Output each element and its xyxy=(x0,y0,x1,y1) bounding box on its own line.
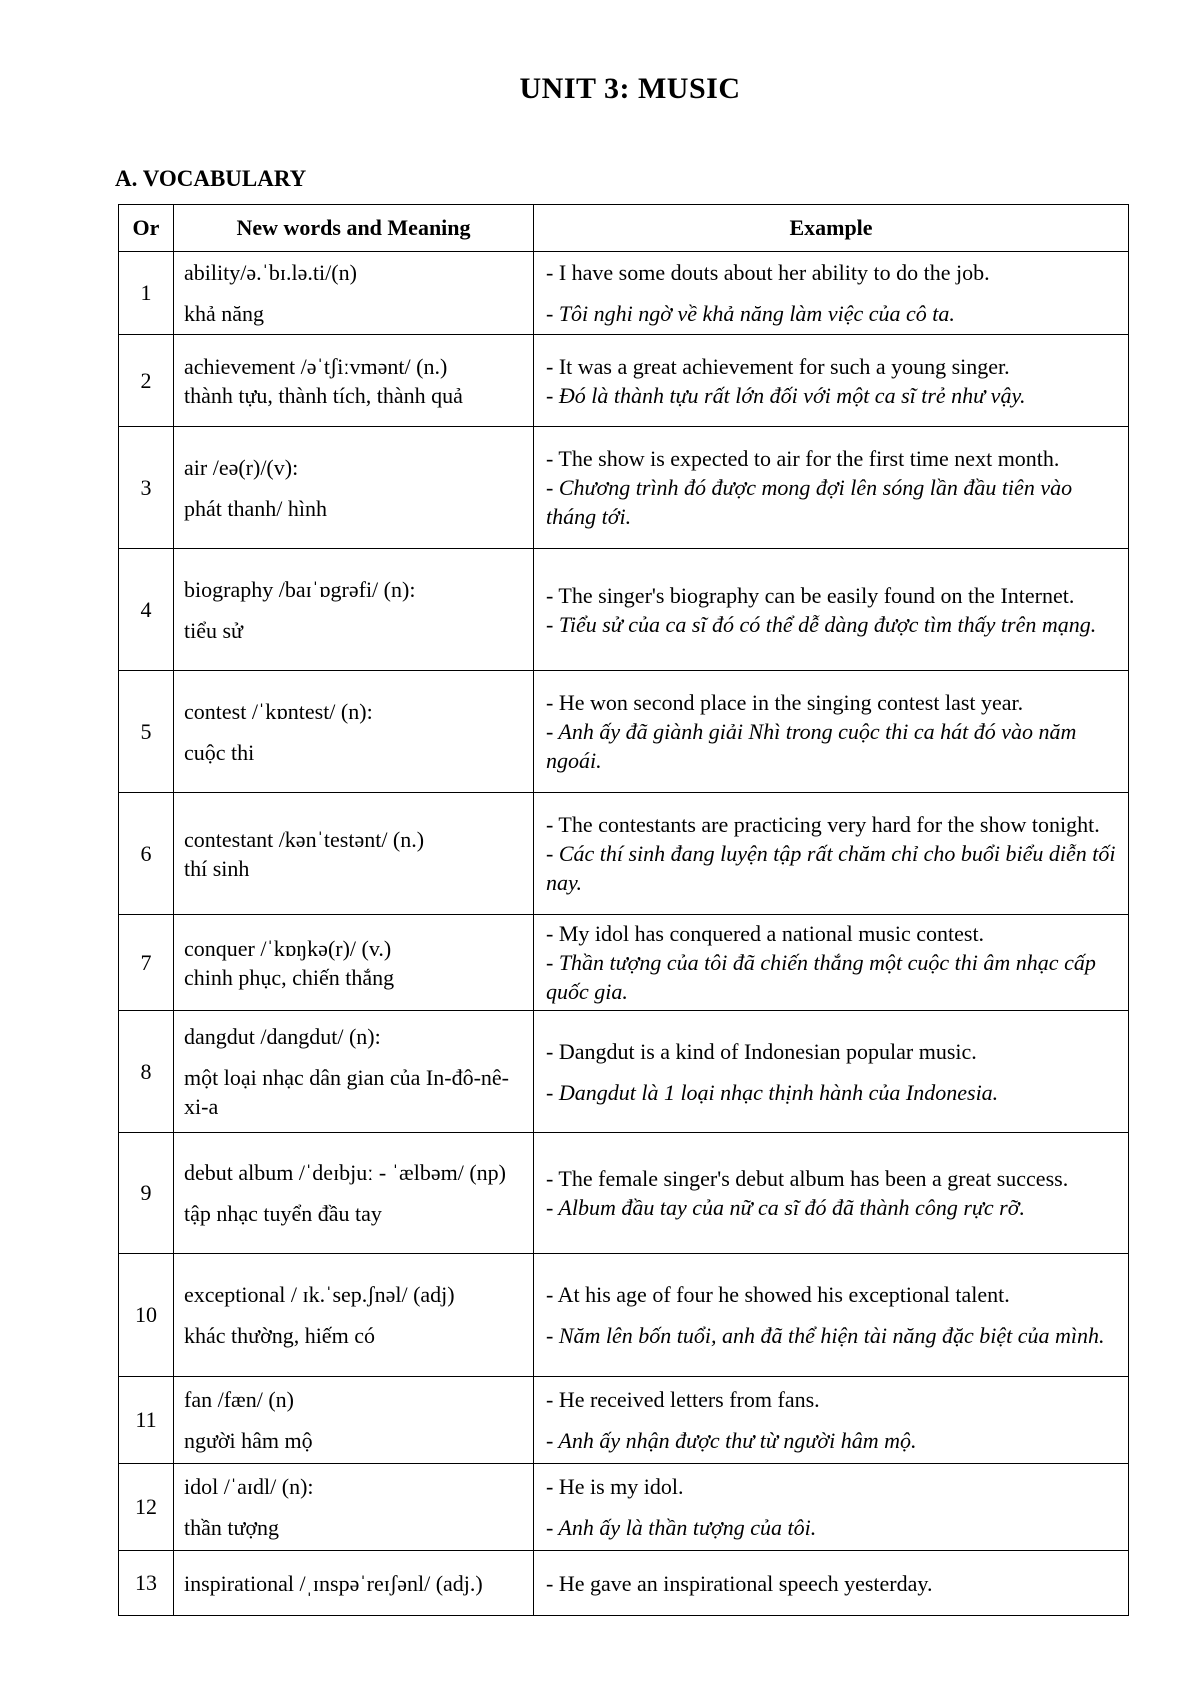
table-row xyxy=(119,427,1129,549)
example-translation: - Tiểu sử của ca sĩ đó có thể dễ dàng được tìm thấy trên mạng. xyxy=(546,611,1097,637)
table-row xyxy=(119,252,1129,335)
header-example: Example xyxy=(534,205,1129,252)
word-cell xyxy=(174,252,534,335)
example-cell xyxy=(534,1011,1129,1133)
example-cell xyxy=(534,793,1129,915)
word-cell xyxy=(174,671,534,793)
example-translation: - Anh ấy nhận được thư từ người hâm mộ. xyxy=(546,1428,917,1453)
example-sentence: - I have some douts about her ability to do the job. xyxy=(546,260,990,285)
table-row xyxy=(119,549,1129,671)
table-row xyxy=(119,1377,1129,1464)
table-row xyxy=(119,671,1129,793)
row-number: 10 xyxy=(119,1254,174,1377)
table-row xyxy=(119,1464,1129,1551)
row-number: 12 xyxy=(119,1464,174,1551)
example-translation: - Album đầu tay của nữ ca sĩ đó đã thành công rực rỡ. xyxy=(546,1195,1025,1220)
example-sentence: - He is my idol. xyxy=(546,1474,684,1499)
word-meaning: thành tựu, thành tích, thành quả xyxy=(184,382,463,408)
table-row xyxy=(119,1551,1129,1616)
word-cell xyxy=(174,1133,534,1254)
table-header-row xyxy=(119,205,1129,252)
example-translation: - Anh ấy đã giành giải Nhì trong cuộc thi ca hát đó vào năm ngoái. xyxy=(546,719,1077,773)
word-cell xyxy=(174,1011,534,1133)
table-row xyxy=(119,1254,1129,1377)
word-phonetic: conquer /ˈkɒŋkə(r)/ (v.) xyxy=(184,935,392,961)
example-translation: - Năm lên bốn tuổi, anh đã thể hiện tài năng đặc biệt của mình. xyxy=(546,1323,1105,1348)
table-row xyxy=(119,793,1129,915)
example-translation: - Thần tượng của tôi đã chiến thắng một cuộc thi âm nhạc cấp quốc gia. xyxy=(546,950,1096,1004)
word-meaning: tập nhạc tuyển đầu tay xyxy=(184,1201,382,1226)
word-cell xyxy=(174,427,534,549)
page-title: UNIT 3: MUSIC xyxy=(519,72,741,105)
word-phonetic: ability/ə.ˈbɪ.lə.ti/(n) xyxy=(184,260,357,285)
example-sentence: - The contestants are practicing very hard for the show tonight. xyxy=(546,812,1100,837)
word-meaning: khác thường, hiếm có xyxy=(184,1323,375,1348)
word-meaning: thí sinh xyxy=(184,855,250,881)
example-sentence: - The show is expected to air for the first time next month. xyxy=(546,446,1060,471)
word-cell xyxy=(174,1464,534,1551)
word-phonetic: fan /fæn/ (n) xyxy=(184,1387,294,1412)
word-meaning: một loại nhạc dân gian của In-đô-nê-xi-a xyxy=(184,1065,509,1119)
row-number: 8 xyxy=(119,1011,174,1133)
word-cell xyxy=(174,1377,534,1464)
example-cell xyxy=(534,335,1129,427)
word-phonetic: biography /baɪˈɒgrəfi/ (n): xyxy=(184,576,416,602)
row-number: 6 xyxy=(119,793,174,915)
word-cell xyxy=(174,793,534,915)
header-new-words: New words and Meaning xyxy=(174,205,534,252)
table-row xyxy=(119,1011,1129,1133)
example-sentence: - He received letters from fans. xyxy=(546,1387,820,1412)
word-cell xyxy=(174,1254,534,1377)
word-cell xyxy=(174,915,534,1011)
example-cell xyxy=(534,549,1129,671)
word-phonetic: debut album /ˈdeɪbjuː - ˈælbəm/ (np) xyxy=(184,1160,506,1185)
word-phonetic: contestant /kənˈtestənt/ (n.) xyxy=(184,826,425,852)
example-sentence: - It was a great achievement for such a young singer. xyxy=(546,353,1010,379)
word-meaning: người hâm mộ xyxy=(184,1428,313,1453)
word-cell xyxy=(174,335,534,427)
example-sentence: - At his age of four he showed his exceptional talent. xyxy=(546,1282,1010,1307)
example-sentence: - He gave an inspirational speech yesterday. xyxy=(546,1570,933,1596)
row-number: 1 xyxy=(119,252,174,335)
word-meaning: chinh phục, chiến thắng xyxy=(184,964,395,990)
word-phonetic: inspirational /ˌɪnspəˈreɪʃənl/ (adj.) xyxy=(184,1570,483,1596)
word-phonetic: dangdut /dangdut/ (n): xyxy=(184,1024,381,1049)
example-cell xyxy=(534,1254,1129,1377)
example-translation: - Đó là thành tựu rất lớn đối với một ca sĩ trẻ như vậy. xyxy=(546,382,1026,408)
example-cell xyxy=(534,1133,1129,1254)
row-number: 9 xyxy=(119,1133,174,1254)
row-number: 7 xyxy=(119,915,174,1011)
example-cell xyxy=(534,1464,1129,1551)
example-translation: - Chương trình đó được mong đợi lên sóng lần đầu tiên vào tháng tới. xyxy=(546,475,1073,529)
example-sentence: - The singer's biography can be easily found on the Internet. xyxy=(546,582,1075,608)
word-cell xyxy=(174,549,534,671)
row-number: 2 xyxy=(119,335,174,427)
word-phonetic: air /eə(r)/(v): xyxy=(184,454,299,480)
word-meaning: thần tượng xyxy=(184,1515,280,1540)
row-number: 4 xyxy=(119,549,174,671)
word-phonetic: idol /ˈaɪdl/ (n): xyxy=(184,1474,314,1499)
section-heading: A. VOCABULARY xyxy=(115,166,307,191)
word-meaning: phát thanh/ hình xyxy=(184,495,327,521)
example-sentence: - The female singer's debut album has been a great success. xyxy=(546,1166,1069,1191)
word-phonetic: exceptional / ɪk.ˈsep.ʃnəl/ (adj) xyxy=(184,1282,455,1307)
example-translation: - Anh ấy là thần tượng của tôi. xyxy=(546,1515,817,1540)
example-translation: - Tôi nghi ngờ về khả năng làm việc của cô ta. xyxy=(546,301,955,326)
word-meaning: cuộc thi xyxy=(184,739,255,765)
vocabulary-table xyxy=(118,204,1129,1616)
example-cell xyxy=(534,671,1129,793)
example-sentence: - My idol has conquered a national music contest. xyxy=(546,921,985,946)
example-cell xyxy=(534,915,1129,1011)
example-cell xyxy=(534,427,1129,549)
word-phonetic: achievement /əˈtʃiːvmənt/ (n.) xyxy=(184,353,448,379)
word-meaning: tiểu sử xyxy=(184,617,243,643)
example-translation: - Dangdut là 1 loại nhạc thịnh hành của Indonesia. xyxy=(546,1079,999,1105)
word-meaning: khả năng xyxy=(184,301,265,326)
example-cell xyxy=(534,252,1129,335)
table-row xyxy=(119,915,1129,1011)
header-or: Or xyxy=(119,205,174,252)
row-number: 3 xyxy=(119,427,174,549)
table-row xyxy=(119,1133,1129,1254)
example-sentence: - He won second place in the singing contest last year. xyxy=(546,690,1024,715)
table-row xyxy=(119,335,1129,427)
example-cell xyxy=(534,1551,1129,1616)
word-cell xyxy=(174,1551,534,1616)
row-number: 13 xyxy=(119,1551,174,1616)
row-number: 11 xyxy=(119,1377,174,1464)
example-cell xyxy=(534,1377,1129,1464)
row-number: 5 xyxy=(119,671,174,793)
word-phonetic: contest /ˈkɒntest/ (n): xyxy=(184,698,373,724)
example-sentence: - Dangdut is a kind of Indonesian popular music. xyxy=(546,1038,977,1064)
example-translation: - Các thí sinh đang luyện tập rất chăm chỉ cho buổi biểu diễn tối nay. xyxy=(546,841,1116,895)
